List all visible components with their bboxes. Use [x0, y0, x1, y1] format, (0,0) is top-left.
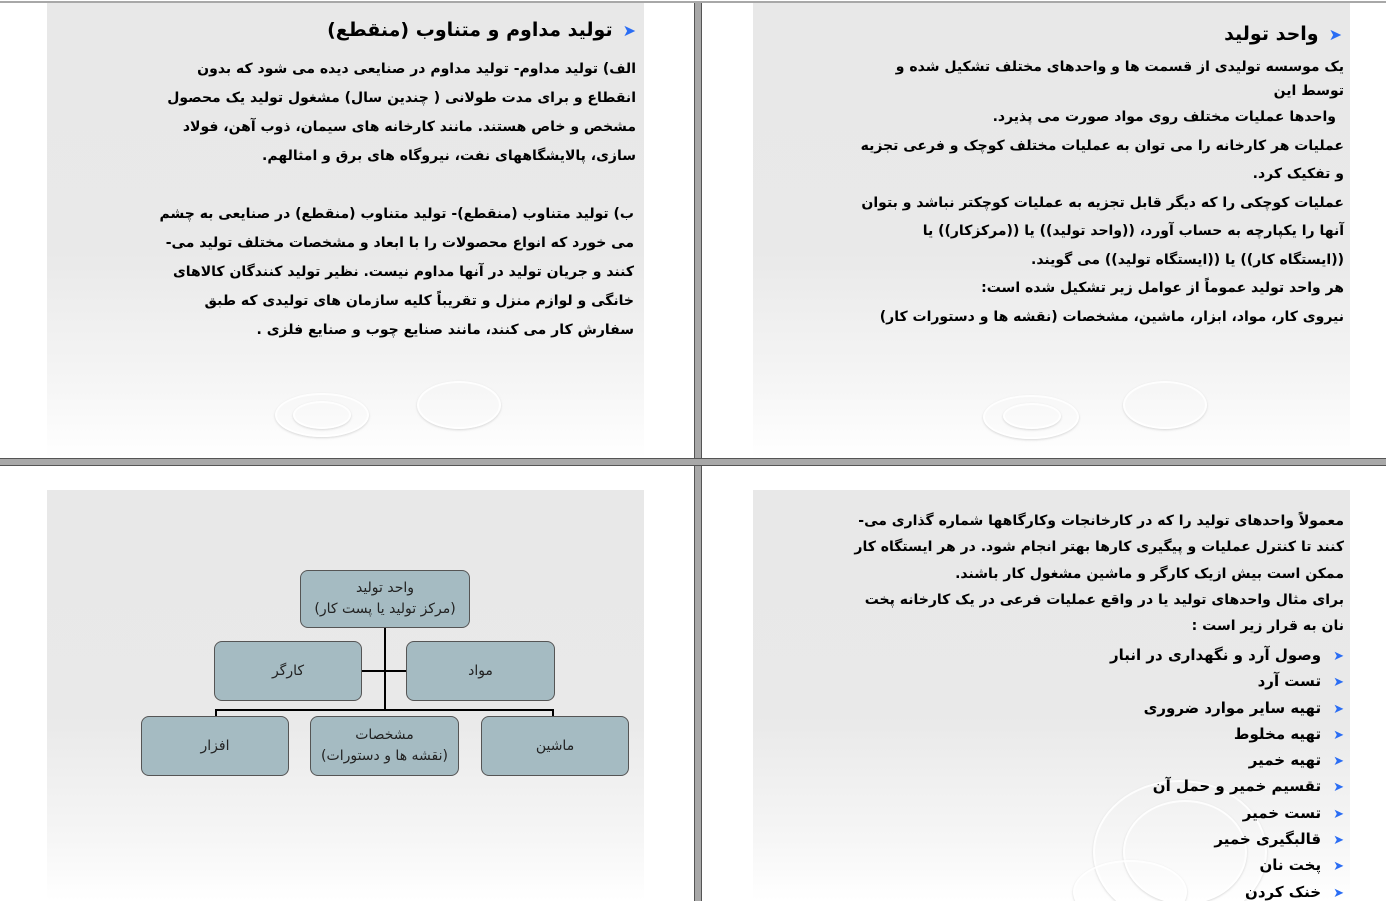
list-item	[1110, 773, 1344, 799]
list-item	[1110, 879, 1344, 901]
arrow-bullet-icon: ➤	[1333, 701, 1344, 717]
ripple-decoration	[417, 381, 501, 429]
paragraph-a: الف) تولید مداوم- تولید مداوم در صنایعی دیده می شود که بدون انقطاع و برای مدت طولانی ( چندین سال) مشغول تولید یک محصول مشخص و خاص هستند. مانند کارخانه های سیمان، ذوب آهن، فولاد سازی، پالایشگاههای نفت، نیروگاه های برق و امثالهم.	[167, 61, 636, 164]
list-item	[1110, 695, 1344, 721]
arrow-bullet-icon: ➤	[622, 21, 636, 40]
step-label: تست آرد	[1257, 672, 1322, 691]
list-item	[1110, 800, 1344, 826]
step-label: تقسیم خمیر و حمل آن	[1152, 777, 1322, 796]
slide-production-unit-diagram[interactable]	[47, 490, 644, 901]
step-label: تهیه سایر موارد ضروری	[1143, 698, 1322, 717]
diagram-node-production-unit	[300, 570, 470, 628]
paragraph-continuous	[146, 55, 636, 171]
slide-title-text: واحد تولید	[1224, 23, 1319, 45]
text-line: عملیات کوچکی را که دیگر قابل تجزیه به عملیات کوچکتر نباشد و بتوان آنها را یکپارچه به حساب آورد، ((واحد تولید)) یا ((مرکزکار)) یا ((ایستگاه کار)) یا ((ایستگاه تولید)) می گویند.	[861, 194, 1344, 268]
text-line: واحدها عملیات مختلف روی مواد صورت می پذیرد.	[992, 109, 1336, 125]
production-unit-text	[854, 55, 1344, 331]
step-label: تهیه مخلوط	[1233, 724, 1322, 743]
node-label: مواد	[468, 662, 493, 679]
slide-title	[327, 19, 636, 41]
arrow-bullet-icon: ➤	[1333, 754, 1344, 770]
text-line: نیروی کار، مواد، ابزار، ماشین، مشخصات (نقشه ها و دستورات کار)	[879, 308, 1344, 325]
text-line: هر واحد تولید عموماً از عوامل زیر تشکیل شده است:	[981, 280, 1344, 296]
node-label: مشخصات	[355, 727, 414, 743]
arrow-bullet-icon: ➤	[1333, 806, 1344, 822]
arrow-bullet-icon: ➤	[1333, 833, 1344, 849]
node-sublabel: (نقشه ها و دستورات)	[321, 748, 448, 764]
bakery-intro-text	[854, 508, 1344, 639]
node-label: واحد تولید	[355, 580, 415, 596]
node-label: کارگر	[271, 662, 305, 679]
text-line: عملیات هر کارخانه را می توان به عملیات مختلف کوچک و فرعی تجزیه و تفکیک کرد.	[860, 137, 1344, 182]
arrow-bullet-icon: ➤	[1328, 25, 1342, 44]
bakery-steps-list	[1110, 642, 1344, 901]
paragraph-intermittent	[144, 200, 634, 345]
list-item	[1110, 852, 1344, 878]
diagram-node-machine	[481, 716, 629, 776]
slide-title-text: تولید مداوم و متناوب (منقطع)	[327, 19, 613, 41]
arrow-bullet-icon: ➤	[1333, 780, 1344, 796]
connector-line	[215, 709, 554, 711]
arrow-bullet-icon: ➤	[1333, 859, 1344, 875]
step-label: وصول آرد و نگهداری در انبار	[1110, 646, 1322, 664]
diagram-node-worker	[214, 641, 362, 701]
step-label: پخت نان	[1259, 856, 1322, 875]
ripple-decoration	[1123, 381, 1207, 429]
arrow-bullet-icon: ➤	[1333, 649, 1344, 664]
vertical-splitter[interactable]	[694, 3, 702, 901]
node-label: ماشین	[535, 737, 575, 754]
text-line: یک موسسه تولیدی از قسمت ها و واحدهای مختلف تشکیل شده و توسط این	[895, 59, 1344, 99]
node-sublabel: (مرکز تولید یا پست کار)	[314, 601, 456, 617]
diagram-node-specifications	[310, 716, 459, 776]
node-label: افزار	[200, 737, 230, 754]
paragraph-b: ب) تولید متناوب (منقطع)- تولید متناوب (منقطع) در صنایعی به چشم می خورد که انواع محصولات را با ابعاد و مشخصات مختلف تولید می- کنند و جریان تولید در آنها مداوم نیست. نظیر تولید کنندگان کالاهای خانگی و لوازم منزل و تقریباً کلیه سازمان های تولیدی که طبق سفارش کار می کنند، مانند صنایع چوب و صنایع فلزی .	[159, 206, 634, 338]
step-label: تهیه خمیر	[1248, 751, 1322, 770]
step-label: تست خمیر	[1242, 803, 1322, 822]
step-label: خنک کردن	[1245, 882, 1322, 901]
list-item	[1110, 826, 1344, 852]
slide-production-unit[interactable]	[753, 3, 1350, 458]
slide-bakery-example[interactable]	[753, 490, 1350, 901]
horizontal-splitter[interactable]	[0, 458, 1386, 466]
ripple-decoration	[293, 401, 351, 429]
connector-line	[384, 626, 386, 709]
connector-line	[362, 670, 407, 672]
arrow-bullet-icon: ➤	[1333, 885, 1344, 901]
slide-title	[1224, 23, 1342, 45]
list-item	[1110, 747, 1344, 773]
arrow-bullet-icon: ➤	[1333, 675, 1344, 691]
diagram-node-materials	[406, 641, 555, 701]
step-label: قالبگیری خمیر	[1214, 830, 1322, 849]
arrow-bullet-icon: ➤	[1333, 727, 1344, 743]
ripple-decoration	[1003, 403, 1061, 429]
diagram-node-tools	[141, 716, 289, 776]
slide-continuous-intermittent[interactable]	[47, 3, 644, 458]
intro-paragraph: معمولاً واحدهای تولید را که در کارخانجات وکارگاهها شماره گذاری می- کنند تا کنترل عملیات و پیگیری کارها بهتر انجام شود. در هر ایستگاه کار ممکن است بیش ازیک کارگر و ماشین مشغول کار باشند.	[854, 513, 1344, 582]
list-item	[1110, 668, 1344, 694]
list-item	[1110, 721, 1344, 747]
list-item	[1110, 642, 1344, 668]
intro-paragraph-2: برای مثال واحدهای تولید یا در واقع عملیات فرعی در یک کارخانه پخت نان به قرار زیر است :	[864, 591, 1344, 635]
